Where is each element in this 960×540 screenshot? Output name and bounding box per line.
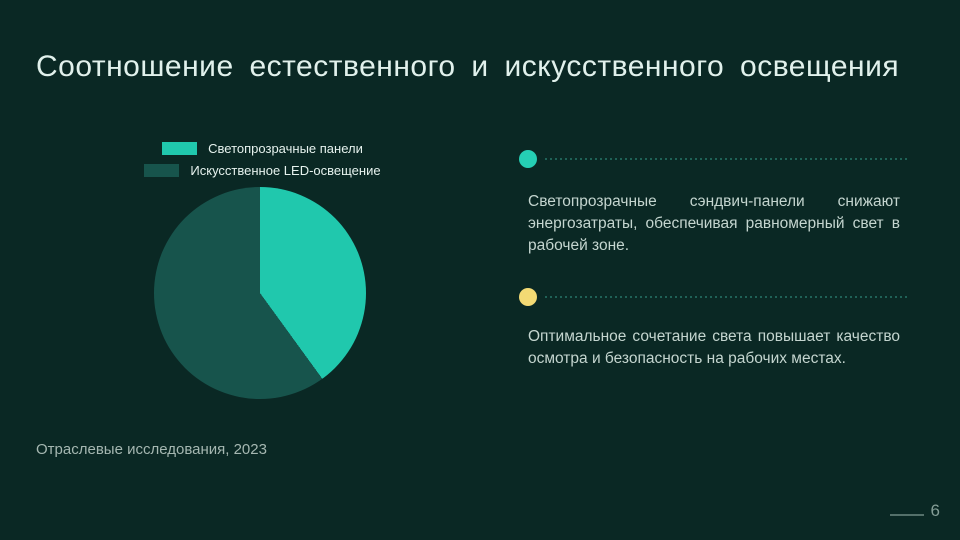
legend-label: Искусственное LED-освещение xyxy=(190,163,381,178)
footer-line xyxy=(890,514,924,516)
bullet-separator xyxy=(519,150,910,168)
bullet-text: Оптимальное сочетание света повышает качество осмотра и безопасность на рабочих местах. xyxy=(528,328,900,367)
chart-legend xyxy=(110,141,415,178)
bullet-text: Светопрозрачные сэндвич-панели снижают энергозатраты, обеспечивая равномерный свет в рабочей зоне. xyxy=(528,193,900,254)
page-number: 6 xyxy=(930,501,940,520)
yellow-dot-icon xyxy=(519,288,537,306)
bullet-separator xyxy=(519,288,910,306)
footer xyxy=(890,501,940,521)
annotations-column xyxy=(519,150,910,370)
legend-swatch-dark xyxy=(144,164,179,177)
legend-swatch-teal xyxy=(162,142,197,155)
legend-label: Светопрозрачные панели xyxy=(208,141,363,156)
source-caption: Отраслевые исследования, 2023 xyxy=(36,441,267,458)
dotted-line xyxy=(545,158,910,160)
teal-dot-icon xyxy=(519,150,537,168)
legend-item xyxy=(162,141,363,156)
pie-chart xyxy=(154,187,366,399)
dotted-line xyxy=(545,296,910,298)
legend-item xyxy=(144,163,380,178)
page-title: Соотношение естественного и искусственного освещения xyxy=(36,50,900,83)
